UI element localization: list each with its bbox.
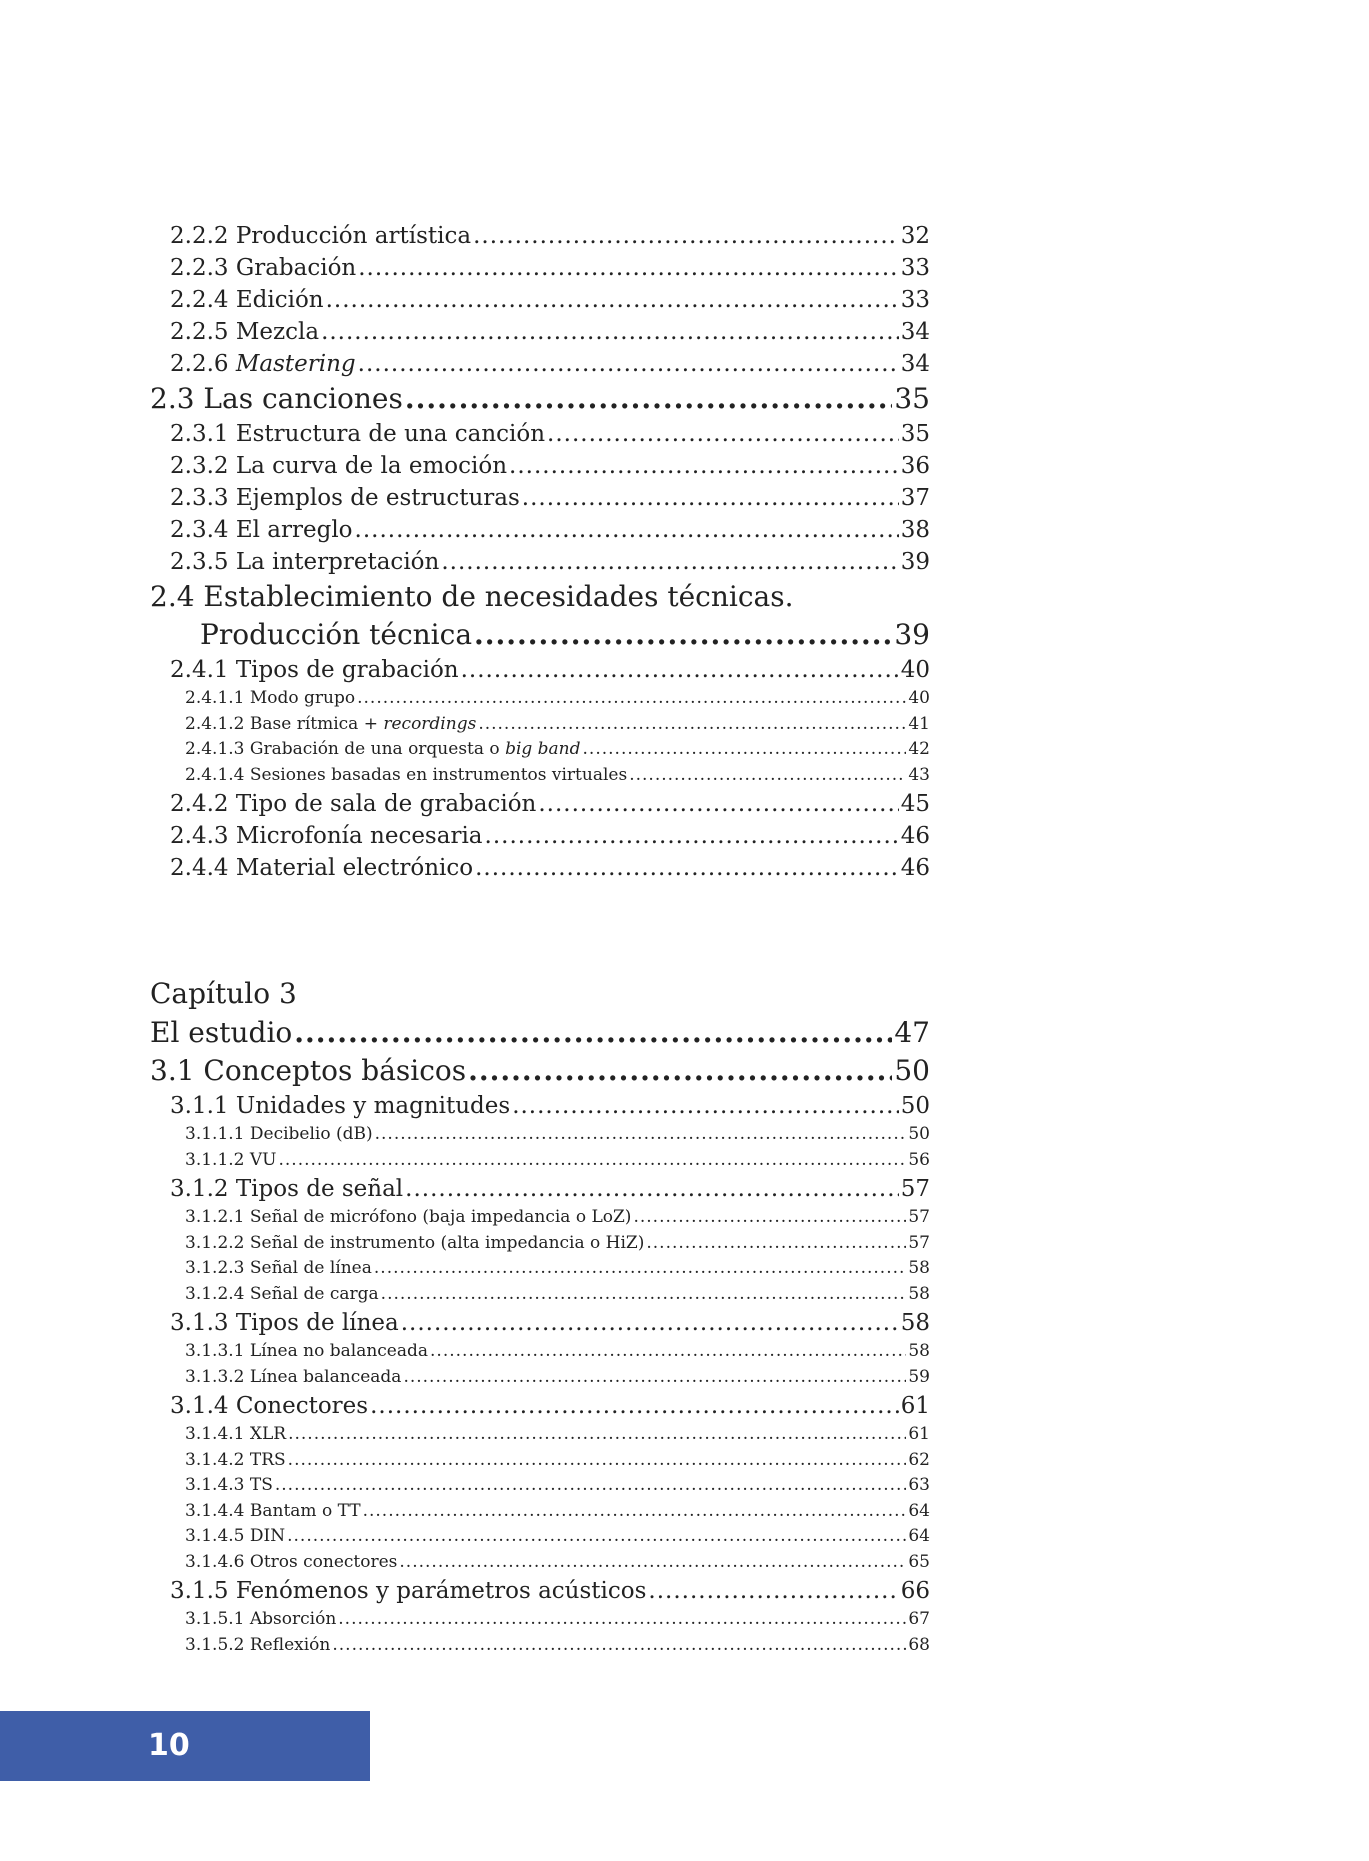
toc-entry: [150, 1365, 930, 1391]
toc-entry: [150, 737, 930, 763]
dot-leader: [473, 220, 899, 252]
toc-entry-page: 61: [908, 1424, 930, 1444]
dot-leader: [478, 712, 906, 738]
toc-entry-page: 39: [900, 549, 930, 575]
section-gap: [150, 884, 930, 974]
toc-entry-continuation: [150, 616, 930, 654]
toc-entry-label: [150, 380, 403, 418]
toc-entry: [150, 1550, 930, 1576]
toc-entry-label-text: 2.4.4 Material electrónico: [170, 855, 474, 881]
toc-entry-label-text: 3.1.4 Conectores: [170, 1393, 369, 1419]
toc-entry-label: [170, 316, 319, 348]
toc-section-chapter-3: [150, 1014, 930, 1658]
toc-entry: [150, 654, 930, 686]
toc-entry-page: 36: [900, 453, 930, 479]
toc-entry-label: [185, 1365, 401, 1391]
toc-entry-page: 58: [908, 1258, 930, 1278]
toc-entry-page: 57: [900, 1176, 930, 1202]
toc-entry-page: 50: [908, 1124, 930, 1144]
toc-entry-label: [170, 852, 473, 884]
toc-entry-label-text: 2.2.6: [170, 351, 236, 377]
toc-entry-label-text: 2.3.1 Estructura de una canción: [170, 421, 546, 447]
toc-entry: [150, 1307, 930, 1339]
dot-leader: [405, 380, 892, 418]
toc-entry: [150, 1282, 930, 1308]
toc-entry-label-text: 2.2.5 Mezcla: [170, 319, 320, 345]
toc-entry-page: 64: [908, 1526, 930, 1546]
toc-entry: [150, 1473, 930, 1499]
toc-entry-label: [170, 284, 324, 316]
toc-entry-page: 40: [908, 688, 930, 708]
toc-entry-label: [170, 1575, 646, 1607]
toc-entry: [150, 1148, 930, 1174]
toc-entry-page: 58: [908, 1283, 930, 1304]
toc-entry: [150, 418, 930, 450]
toc-entry-label: [185, 686, 355, 712]
toc-entry-label: [185, 763, 627, 789]
dot-leader: [355, 514, 899, 546]
toc-entry-label-text: 3.1.3.1 Línea no balanceada: [185, 1341, 429, 1361]
dot-leader: [381, 1282, 907, 1308]
toc-entry-page: 68: [908, 1634, 930, 1655]
toc-entry-label-text: 2.4.1.1 Modo grupo: [185, 688, 356, 708]
dot-leader: [468, 1052, 892, 1090]
toc-entry: [150, 1173, 930, 1205]
toc-entry: [150, 1607, 930, 1633]
toc-entry: [150, 1390, 930, 1422]
toc-entry-label-text: 3.1.4.4 Bantam o TT: [185, 1500, 361, 1521]
toc-entry-label-text: 3.1.4.2 TRS: [185, 1449, 286, 1470]
dot-leader: [288, 1448, 907, 1474]
toc-entry-label: [170, 514, 353, 546]
toc-entry-page: 39: [894, 618, 930, 651]
toc-entry: [150, 1499, 930, 1525]
toc-entry: [150, 1256, 930, 1282]
toc-entry: [150, 1052, 930, 1090]
toc-entry-page: 34: [900, 351, 930, 377]
dot-leader: [547, 418, 899, 450]
toc-entry-label: [170, 546, 439, 578]
dot-leader: [278, 1148, 906, 1174]
toc-entry: [150, 763, 930, 789]
dot-leader: [512, 1090, 899, 1122]
dot-leader: [363, 1499, 907, 1525]
toc-entry-label-text: 2.4.1.2 Base rítmica +: [185, 713, 384, 734]
toc-entry-label: [170, 450, 507, 482]
toc-entry-page: 37: [900, 485, 930, 511]
toc-entry-label: [185, 1339, 428, 1365]
toc-entry-label: [185, 1524, 285, 1550]
toc-entry-label: [185, 1148, 276, 1174]
toc-entry: [150, 450, 930, 482]
toc-entry-label-text: 3.1.2.3 Señal de línea: [185, 1258, 372, 1278]
dot-leader: [583, 737, 907, 763]
toc-entry-label: [185, 1205, 631, 1231]
dot-leader: [399, 1550, 906, 1576]
toc-entry-page: 35: [900, 421, 930, 447]
toc-entry: [150, 482, 930, 514]
dot-leader: [358, 252, 898, 284]
toc-entry-label-text: 2.4.1.4 Sesiones basadas en instrumentos virtuales: [185, 764, 628, 785]
table-of-contents: [150, 220, 930, 1658]
toc-entry-label: [170, 788, 536, 820]
toc-entry-page: 57: [908, 1232, 930, 1253]
dot-leader: [294, 1014, 892, 1052]
dot-leader: [370, 1390, 899, 1422]
dot-leader: [288, 1422, 906, 1448]
toc-entry-label-text: 2.2.4 Edición: [170, 287, 324, 313]
toc-entry-page: 46: [900, 823, 930, 849]
toc-entry-label-text: 3.1.5.1 Absorción: [185, 1609, 337, 1629]
toc-entry-label: [185, 1256, 372, 1282]
toc-entry: [150, 820, 930, 852]
toc-entry-label: [170, 482, 520, 514]
toc-entry-page: 66: [900, 1578, 930, 1604]
dot-leader: [629, 763, 906, 789]
toc-entry-page: 40: [900, 657, 930, 683]
toc-entry-page: 65: [908, 1551, 930, 1572]
toc-entry-label: [170, 654, 459, 686]
toc-entry-label-text: El estudio: [150, 1016, 293, 1049]
toc-entry-label: [170, 348, 356, 380]
toc-entry-page: 33: [900, 255, 930, 281]
toc-entry-label-text: 3.1.2 Tipos de señal: [170, 1176, 404, 1202]
dot-leader: [275, 1473, 906, 1499]
toc-entry-label-text: 2.2.3 Grabación: [170, 255, 357, 281]
toc-entry-label-text: 3.1 Conceptos básicos: [150, 1054, 467, 1087]
toc-entry-page: 45: [900, 791, 930, 817]
toc-entry-page: 41: [908, 713, 930, 734]
toc-entry-label-text: 2.4.3 Microfonía necesaria: [170, 823, 483, 849]
dot-leader: [485, 820, 899, 852]
dot-leader: [648, 1575, 898, 1607]
toc-entry-page: 42: [908, 739, 930, 759]
dot-leader: [522, 482, 899, 514]
toc-entry-label-text: 2.3.4 El arreglo: [170, 517, 353, 543]
toc-entry-label-text: 3.1.4.1 XLR: [185, 1424, 287, 1444]
toc-entry-label-text: 2.2.2 Producción artística: [170, 223, 472, 249]
toc-entry-label: [185, 737, 581, 763]
toc-entry-label: [185, 1448, 286, 1474]
toc-entry-page: 50: [894, 1054, 930, 1087]
toc-entry-label-text: 2.4.1 Tipos de grabación: [170, 657, 459, 683]
toc-entry-label-text: 3.1.4.5 DIN: [185, 1526, 286, 1546]
toc-entry-label-text: 3.1.2.4 Señal de carga: [185, 1283, 379, 1304]
dot-leader: [375, 1122, 907, 1148]
toc-entry-label-text: 3.1.2.1 Señal de micrófono (baja impedancia o LoZ): [185, 1207, 632, 1227]
toc-entry-label: [185, 1550, 397, 1576]
toc-entry-page: 64: [908, 1500, 930, 1521]
toc-entry-label-text: 3.1.5.2 Reflexión: [185, 1634, 331, 1655]
toc-entry: [150, 852, 930, 884]
toc-entry: [150, 316, 930, 348]
toc-entry-label: [150, 1014, 292, 1052]
dot-leader: [441, 546, 898, 578]
toc-entry-label: [170, 1390, 368, 1422]
toc-entry-label: [170, 418, 545, 450]
dot-leader: [338, 1607, 906, 1633]
toc-entry-label: [185, 1473, 273, 1499]
toc-entry: [150, 348, 930, 380]
toc-entry-label-text: 3.1.5 Fenómenos y parámetros acústicos: [170, 1578, 647, 1604]
toc-entry-label: 2.4 Establecimiento de necesidades técnicas.: [150, 580, 794, 613]
toc-entry: [150, 1205, 930, 1231]
toc-entry-page: 63: [908, 1475, 930, 1495]
toc-entry-page: 58: [908, 1341, 930, 1361]
toc-entry: [150, 1014, 930, 1052]
toc-entry-label-italic: recordings: [383, 713, 477, 734]
page-number-box: [0, 1711, 370, 1781]
chapter-heading: Capítulo 3: [150, 977, 297, 1010]
dot-leader: [405, 1173, 899, 1205]
toc-entry-page: 47: [894, 1016, 930, 1049]
toc-entry-label-text: 3.1.3.2 Línea balanceada: [185, 1366, 402, 1387]
toc-entry: [150, 1090, 930, 1122]
dot-leader: [430, 1339, 906, 1365]
toc-entry: [150, 712, 930, 738]
toc-entry: [150, 1122, 930, 1148]
toc-entry: [150, 1633, 930, 1659]
toc-entry-label-text: 3.1.2.2 Señal de instrumento (alta impedancia o HiZ): [185, 1232, 645, 1253]
toc-entry-label: Producción técnica: [200, 618, 473, 651]
dot-leader: [287, 1524, 906, 1550]
toc-entry-page: 38: [900, 517, 930, 543]
toc-entry: [150, 252, 930, 284]
toc-entry-label-text: 3.1.1 Unidades y magnitudes: [170, 1093, 511, 1119]
toc-entry-label-text: 3.1.4.6 Otros conectores: [185, 1551, 398, 1572]
toc-entry-page: 33: [900, 287, 930, 313]
toc-entry: [150, 514, 930, 546]
dot-leader: [633, 1205, 906, 1231]
toc-entry-label-text: 2.3.3 Ejemplos de estructuras: [170, 485, 520, 511]
toc-entry: [150, 788, 930, 820]
toc-entry-label-italic: Mastering: [235, 351, 356, 377]
dot-leader: [374, 1256, 906, 1282]
dot-leader: [332, 1633, 906, 1659]
toc-entry-page: 56: [908, 1149, 930, 1170]
toc-entry-label-text: 2.3.2 La curva de la emoción: [170, 453, 508, 479]
toc-entry-page: 43: [908, 764, 930, 785]
toc-entry-label: [185, 1122, 373, 1148]
toc-entry: [150, 1575, 930, 1607]
toc-entry-label: [170, 1173, 403, 1205]
toc-section-chapter-2: [150, 220, 930, 884]
toc-entry: [150, 380, 930, 418]
toc-entry-page: 61: [900, 1393, 930, 1419]
toc-entry-label-text: 2.3.5 La interpretación: [170, 549, 440, 575]
dot-leader: [403, 1365, 906, 1391]
toc-entry-label-text: 3.1.3 Tipos de línea: [170, 1310, 399, 1336]
toc-entry-label-text: 3.1.4.3 TS: [185, 1475, 273, 1495]
dot-leader: [321, 316, 899, 348]
toc-entry-page: 35: [894, 382, 930, 415]
dot-leader: [461, 654, 899, 686]
toc-entry-label: [170, 220, 471, 252]
toc-entry: [150, 686, 930, 712]
dot-leader: [357, 686, 906, 712]
toc-entry-label: [185, 1607, 336, 1633]
toc-entry-label: [185, 712, 476, 738]
toc-entry: [150, 578, 930, 616]
toc-entry-label: [170, 252, 356, 284]
dot-leader: [401, 1307, 899, 1339]
toc-entry-page: 32: [900, 223, 930, 249]
toc-entry-label: [150, 1052, 466, 1090]
toc-entry-page: 34: [900, 319, 930, 345]
toc-entry-label: [170, 820, 483, 852]
toc-entry: [150, 284, 930, 316]
dot-leader: [646, 1231, 906, 1257]
toc-entry-label-italic: big band: [505, 739, 581, 759]
toc-entry: [150, 546, 930, 578]
toc-entry-label: [185, 1633, 330, 1659]
toc-entry: [150, 1448, 930, 1474]
toc-entry-page: 62: [908, 1449, 930, 1470]
toc-entry-page: 46: [900, 855, 930, 881]
toc-entry-label-text: 2.3 Las canciones: [150, 382, 403, 415]
toc-entry-label: [185, 1422, 286, 1448]
toc-entry-label-text: 3.1.1.1 Decibelio (dB): [185, 1124, 373, 1144]
toc-entry-label: [185, 1499, 361, 1525]
dot-leader: [475, 852, 899, 884]
toc-entry-label: [185, 1231, 644, 1257]
toc-entry: [150, 1524, 930, 1550]
dot-leader: [474, 616, 892, 654]
toc-entry-page: 67: [908, 1609, 930, 1629]
toc-entry-page: 50: [900, 1093, 930, 1119]
toc-entry-label: [170, 1090, 510, 1122]
toc-entry: [150, 1339, 930, 1365]
dot-leader: [538, 788, 898, 820]
toc-entry-label-text: 2.4.2 Tipo de sala de grabación: [170, 791, 537, 817]
page-number: 10: [148, 1728, 190, 1763]
toc-entry-label-text: 3.1.1.2 VU: [185, 1149, 277, 1170]
toc-entry: [150, 1231, 930, 1257]
toc-entry-label-text: 2.4.1.3 Grabación de una orquesta o: [185, 739, 506, 759]
toc-entry-page: 58: [900, 1310, 930, 1336]
toc-entry: [150, 220, 930, 252]
dot-leader: [358, 348, 899, 380]
dot-leader: [509, 450, 899, 482]
toc-entry: [150, 1422, 930, 1448]
dot-leader: [326, 284, 899, 316]
toc-entry-label: [185, 1282, 379, 1308]
toc-entry-label: [170, 1307, 399, 1339]
toc-entry-page: 59: [908, 1366, 930, 1387]
toc-entry-page: 57: [908, 1207, 930, 1227]
